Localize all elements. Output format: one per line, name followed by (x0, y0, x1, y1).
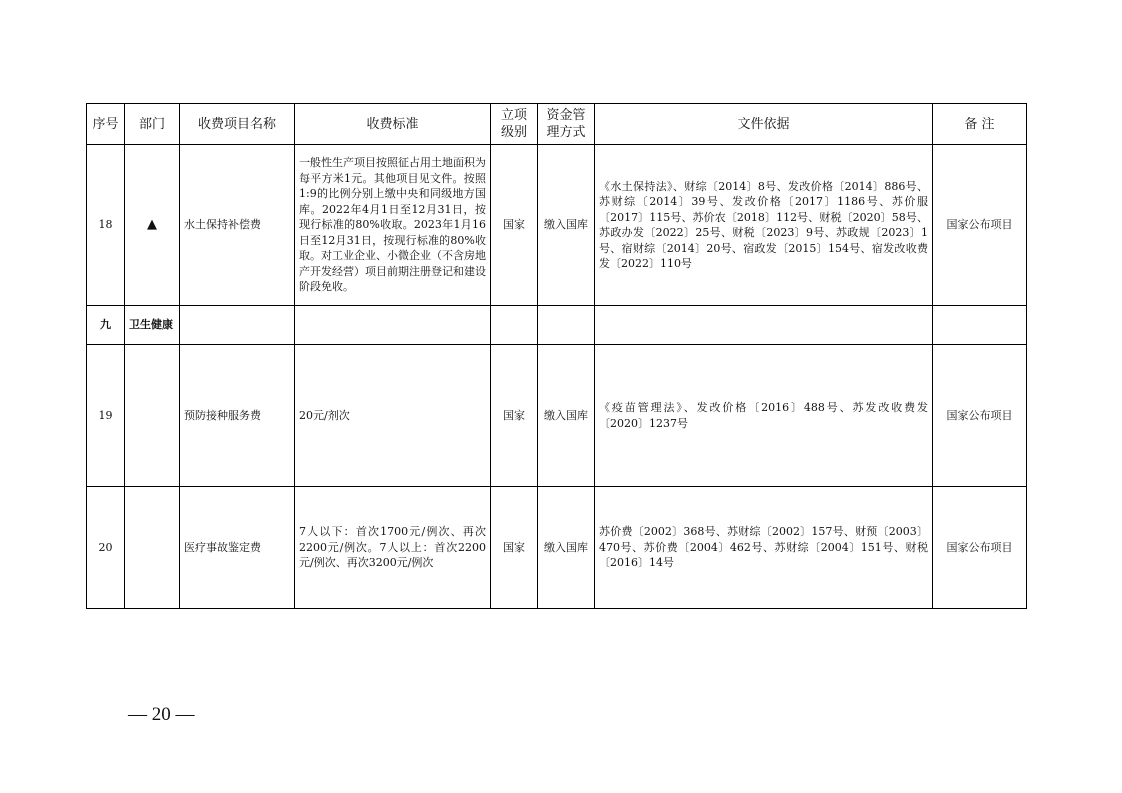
row-standard (295, 345, 491, 487)
row-fund: 缴入国库 (538, 145, 595, 306)
section-empty-cell (295, 306, 491, 345)
row-remark: 国家公布项目 (933, 145, 1027, 306)
section-empty-cell (180, 306, 295, 345)
section-empty-cell (538, 306, 595, 345)
row-dept-marker (125, 487, 180, 609)
row-no: 19 (87, 345, 125, 487)
header-no: 序号 (87, 104, 125, 145)
header-level-line2: 级别 (500, 125, 527, 140)
header-name: 收费项目名称 (180, 104, 295, 145)
header-standard: 收费标准 (295, 104, 491, 145)
row-level: 国家 (491, 487, 538, 609)
row-level: 国家 (491, 345, 538, 487)
item-name-text: 医疗事故鉴定费 (184, 540, 261, 554)
section-empty-cell (933, 306, 1027, 345)
row-fund: 缴入国库 (538, 345, 595, 487)
row-remark: 国家公布项目 (933, 345, 1027, 487)
table-row (87, 345, 1027, 487)
section-empty-cell (491, 306, 538, 345)
header-remark: 备 注 (933, 104, 1027, 145)
row-dept-marker: ▲ (125, 145, 180, 306)
table-header-row (87, 104, 1027, 145)
row-standard (295, 487, 491, 609)
section-empty-cell (595, 306, 933, 345)
page-number: — 20 — (128, 704, 195, 725)
basis-text: 《水土保持法》、财综〔2014〕8号、发改价格〔2014〕886号、苏财综〔2014〕39号、发改价格〔2017〕1186号、苏价服〔2017〕115号、苏价农〔2018〕112号、财税〔2020〕58号、苏政办发〔2022〕25号、财税〔2023〕9号、苏政规〔2023〕1号、宿财综〔2014〕20号、宿政发〔2015〕154号、宿发改收费发〔2022〕110号 (599, 179, 928, 270)
row-level: 国家 (491, 145, 538, 306)
standard-text: 一般性生产项目按照征占用土地面积为每平方米1元。其他项目见文件。按照1:9的比例分别上缴中央和同级地方国库。2022年4月1日至12月31日，按现行标准的80%收取。2023年1月16日至12月31日，按现行标准的80%收取。对工业企业、小微企业（不含房地产开发经营）项目前期注册登记和建设阶段免收。 (299, 156, 486, 294)
basis-text: 《疫苗管理法》、发改价格〔2016〕488号、苏发改收费发〔2020〕1237号 (599, 401, 928, 430)
header-dept: 部门 (125, 104, 180, 145)
header-fund (538, 104, 595, 145)
section-row (87, 306, 1027, 345)
standard-text: 7人以下：首次1700元/例次、再次2200元/例次。7人以上：首次2200元/例次、再次3200元/例次 (299, 525, 486, 570)
header-fund-line1: 资金管 (546, 108, 586, 123)
standard-text: 20元/剂次 (299, 408, 350, 422)
row-item-name (180, 145, 295, 306)
table-row (87, 145, 1027, 306)
basis-text: 苏价费〔2002〕368号、苏财综〔2002〕157号、财预〔2003〕470号、苏价费〔2004〕462号、苏财综〔2004〕151号、财税〔2016〕14号 (599, 525, 928, 570)
row-basis (595, 145, 933, 306)
header-basis: 文件依据 (595, 104, 933, 145)
section-name: 卫生健康 (125, 306, 180, 345)
row-basis (595, 487, 933, 609)
header-fund-line2: 理方式 (546, 125, 586, 140)
row-no: 20 (87, 487, 125, 609)
header-level (491, 104, 538, 145)
table-row (87, 487, 1027, 609)
item-name-text: 水土保持补偿费 (184, 218, 261, 232)
row-item-name (180, 487, 295, 609)
section-no: 九 (87, 306, 125, 345)
row-fund: 缴入国库 (538, 487, 595, 609)
row-item-name (180, 345, 295, 487)
row-basis (595, 345, 933, 487)
row-dept-marker (125, 345, 180, 487)
fee-table (86, 103, 1027, 609)
item-name-text: 预防接种服务费 (184, 408, 261, 422)
row-standard (295, 145, 491, 306)
header-level-line1: 立项 (500, 108, 527, 123)
row-no: 18 (87, 145, 125, 306)
row-remark: 国家公布项目 (933, 487, 1027, 609)
